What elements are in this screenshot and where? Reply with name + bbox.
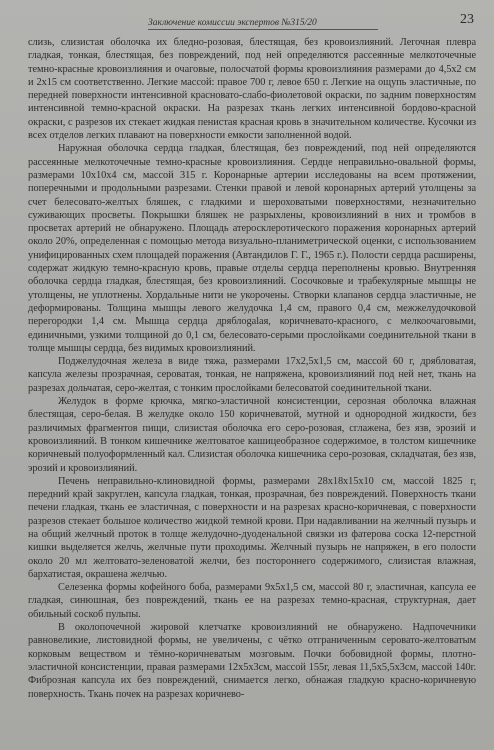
paragraph-liver: Печень неправильно-клиновидной формы, размерами 28х18х15х10 см, массой 1825 г, передний край закруглен, капсула гладкая, тонкая, прозрачная, без повреждений. Поверхность ткани печени гладкая, ткань ее эластичная, с поверхности и на разрезах красно-коричневая, с поверхности разрезов стекает большое количество жидкой темной крови. При надавливании на желчный пузырь и на общий желчный проток в толще желудочно-дуоденальной связки из фатерова соска 12-перстной кишки выделяется желчь, желчные пути проходимы. Желчный пузырь не напряжен, в его полости около 20 мл желтовато-зеленоватой желчи, без постороннего содержимого, слизистая влажная, бархатистая, окрашена желчью.	[28, 475, 476, 580]
page-header	[28, 10, 476, 36]
page-number: 23	[460, 12, 474, 27]
paragraph-stomach: Желудок в форме крючка, мягко-эластичной консистенции, серозная оболочка влажная блестящая, серо-белая. В желудке около 150 коричневатой, мутной и однородной жидкости, без различимых фрагментов пищи, слизистая оболочка его серо-розовая, сглажена, без язв, эрозий и кровоизлияний. В тонком кишечнике желтоватое кашицеобразное содержимое, в толстом кишечнике коричневый полуоформленный кал. Слизистая оболочка кишечника серо-розовая, складчатая, без язв, эрозий и кровоизлияний.	[28, 396, 476, 474]
body-text	[28, 36, 476, 701]
paragraph-pancreas: Поджелудочная железа в виде тяжа, размерами 17х2,5х1,5 см, массой 60 г, дрябловатая, капсула железы прозрачная, серoватая, тонкая, не напряжена, кровоизлияний под ней нет, ткань на разрезах дольчатая, серо-желтая, с тонким прослойками белесоватой соединительной ткани.	[28, 356, 476, 394]
paragraph-lungs: слизь, слизистая оболочка их бледно-розовая, блестящая, без кровоизлияний. Легочная плевра гладкая, тонкая, блестящая, без повреждений, под ней определяются рассеянные мелкоточечные темно-красные кровоизлияния и очаговые, полосчатой формы кровоизлияния размерами до 4,5х2 см и 2х15 см соответственно. Легкие массой: правое 700 г, левое 650 г. Легкие на ощупь эластичные, по передней поверхности интенсивной красновато-слабо-фиолетовой окраски, по задним поверхностям интенсивной темно-красной окраски. На разрезах ткань легких интенсивной бордово-красной окраски, с разрезов их стекает жидкая пенистая красная кровь в значительном количестве. Кусочки из всех отделов легких плавают на поверхности емкости заполненной водой.	[28, 37, 476, 142]
paragraph-heart: Наружная оболочка сердца гладкая, блестящая, без повреждений, под ней определяются рассеянные мелкоточечные темно-красные кровоизлияния. Сердце неправильно-овальной формы, размерами 10х10х4 см, массой 315 г. Коронарные артерии исследованы на всем протяжении, поперечными и продольными разрезами. Стенки правой и левой коронарных артерий утолщены за счет белесовато-желтых бляшек, с гладкими и шероховатыми поверхностями, незначительно суживающих просветы. Покрышки бляшек не разрыхлены, кровоизлияний в них и тромбов в просветах артерий не обнаружено. Площадь атеросклеротического поражения коронарных артерий около 20%, определенная с помощью метода визуально-планиметрической оценки, с использованием унифицированных схем площадей поражения (Автандилов Г. Г., 1965 г.). Полости сердца расширены, содержат жидкую темно-красную кровь, правые отделы сердца переполнены кровью. Внутренняя оболочка сердца гладкая, блестящая, без кровоизлияний. Сосочковые и трабекулярные мышцы не утолщены, не уплотнены. Хордальные нити не укорочены. Створки клапанов сердца эластичные, не деформированы. Толщина мышцы левого желудочка 1,4 см, правого 0,4 см, межжелудочковой перегородки 1,4 см. Мышца сердца дряблоgalая, коричневато-красного, с мелкоочаговыми, единичными, узкими толщиной до 0,1 см, белесовато-серыми прослойками соединительной ткани в толще мышцы сердца, без видимых кровоизлияний.	[28, 143, 476, 354]
running-head: Заключение комиссии экспертов №315/20	[148, 18, 378, 30]
paragraph-kidneys: В околопочечной жировой клетчатке кровоизлияний не обнаружено. Надпочечники равновеликие, листовидной формы, не увеличены, с чётко отграниченным серовато-желтоватым корковым веществом и тёмно-коричневатым мозговым. Почки бобовидной формы, плотно-эластичной консистенции, правая размерами 12х5х3см, массой 155г, левая 11,5х5,5х3см, массой 140г. Фиброзная капсула их без повреждений, снимается легко, обнажая гладкую красно-коричневую поверхность. Ткань почек на разрезах коричнево-	[28, 622, 476, 700]
paragraph-spleen: Селезенка формы кофейного боба, размерами 9х5х1,5 см, массой 80 г, эластичная, капсула ее гладкая, синюшная, без повреждений, ткань ее на разрезах темно-красная, структурная, дает обильный соскоб пульпы.	[28, 582, 476, 620]
